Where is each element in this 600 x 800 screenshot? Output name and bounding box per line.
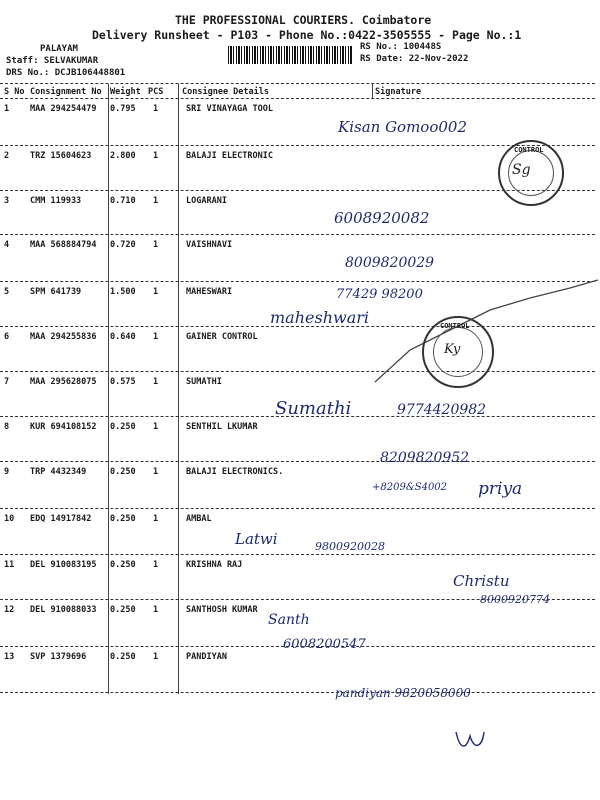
row-consignee: VAISHNAVI <box>186 240 233 250</box>
row-weight: 0.250 <box>110 422 136 432</box>
row-weight: 0.250 <box>110 652 136 662</box>
row-consignee: SANTHOSH KUMAR <box>186 605 258 615</box>
row-pcs: 1 <box>153 422 159 432</box>
row-consignee: SENTHIL LKUMAR <box>186 422 258 432</box>
header-bottom-rule <box>0 98 595 99</box>
signature-8: 8209820952 <box>380 450 470 466</box>
row-weight: 2.800 <box>110 151 136 161</box>
signature-7-phone: 9774420982 <box>397 402 487 418</box>
rs-date: RS Date: 22-Nov-2022 <box>360 54 469 64</box>
row-weight: 0.250 <box>110 605 136 615</box>
signature-10: Latwi <box>235 530 278 548</box>
stamp-2-text: CONTROL <box>440 322 470 330</box>
stamp-1-text: CONTROL <box>514 146 544 154</box>
row-weight: 0.720 <box>110 240 136 250</box>
row-pcs: 1 <box>153 196 159 206</box>
row-pcs: 1 <box>153 287 159 297</box>
row-consignment-no: CMM 119933 <box>30 196 82 206</box>
row-consignee: BALAJI ELECTRONIC <box>186 151 273 161</box>
row-sno: 4 <box>4 240 10 250</box>
col-consignee: Consignee Details <box>182 87 269 97</box>
row-consignment-no: MAA 568884794 <box>30 240 97 250</box>
row-weight: 0.250 <box>110 560 136 570</box>
row-pcs: 1 <box>153 605 159 615</box>
row-consignment-no: SVP 1379696 <box>30 652 87 662</box>
row-sno: 1 <box>4 104 10 114</box>
row-divider <box>0 461 595 462</box>
row-pcs: 1 <box>153 652 159 662</box>
row-sno: 2 <box>4 151 10 161</box>
col-separator-signature <box>372 84 373 98</box>
row-consignee: KRISHNA RAJ <box>186 560 243 570</box>
col-sno: S No <box>4 87 25 97</box>
row-consignee: LOGARANI <box>186 196 227 206</box>
row-sno: 3 <box>4 196 10 206</box>
row-sno: 6 <box>4 332 10 342</box>
signature-10-phone: 9800920028 <box>315 540 385 553</box>
row-sno: 10 <box>4 514 15 524</box>
row-pcs: 1 <box>153 151 159 161</box>
signature-13: pandiyan 9820058000 <box>335 686 471 700</box>
col-pcs: PCS <box>148 87 164 97</box>
signature-7: Sumathi <box>275 398 352 419</box>
company-title: THE PROFESSIONAL COURIERS. Coimbatore <box>175 13 432 27</box>
runsheet-title: Delivery Runsheet - P103 - Phone No.:0422-3505555 - Page No.:1 <box>92 28 522 42</box>
col-weight: Weight <box>110 87 141 97</box>
row-consignee: PANDIYAN <box>186 652 227 662</box>
signature-11: Christu <box>453 572 510 590</box>
row-consignee: MAHESWARI <box>186 287 233 297</box>
row-divider <box>0 145 595 146</box>
col-signature: Signature <box>375 87 422 97</box>
staff-label: Staff: SELVAKUMAR <box>6 56 99 66</box>
row-weight: 1.500 <box>110 287 136 297</box>
courier-stamp-2: CONTROL Ky <box>422 316 494 388</box>
signature-12: Santh <box>268 612 310 628</box>
row-divider <box>0 508 595 509</box>
row-consignment-no: TRP 4432349 <box>30 467 87 477</box>
row-consignment-no: DEL 910088033 <box>30 605 97 615</box>
row-weight: 0.250 <box>110 467 136 477</box>
signature-1: Kisan Gomoo002 <box>338 118 468 136</box>
row-weight: 0.795 <box>110 104 136 114</box>
col-separator-weight <box>108 84 109 694</box>
row-pcs: 1 <box>153 240 159 250</box>
row-sno: 11 <box>4 560 15 570</box>
signature-11-phone: 8000920774 <box>480 593 550 606</box>
courier-stamp-1: CONTROL Sg <box>498 140 564 206</box>
row-sno: 9 <box>4 467 10 477</box>
row-consignee: SUMATHI <box>186 377 222 387</box>
signature-5: maheshwari <box>270 308 369 327</box>
row-pcs: 1 <box>153 104 159 114</box>
signature-9-phone: +8209&S4002 <box>372 482 448 493</box>
row-consignment-no: TRZ 15604623 <box>30 151 92 161</box>
row-consignment-no: MAA 294255836 <box>30 332 97 342</box>
row-consignment-no: MAA 294254479 <box>30 104 97 114</box>
row-consignee: AMBAL <box>186 514 212 524</box>
row-consignee: BALAJI ELECTRONICS. <box>186 467 284 477</box>
row-consignment-no: KUR 694108152 <box>30 422 97 432</box>
row-sno: 7 <box>4 377 10 387</box>
row-weight: 0.575 <box>110 377 136 387</box>
header-top-rule <box>0 83 595 84</box>
row-consignee: SRI VINAYAGA TOOL <box>186 104 273 114</box>
row-pcs: 1 <box>153 560 159 570</box>
col-consignment: Consignment No <box>30 87 102 97</box>
row-weight: 0.710 <box>110 196 136 206</box>
doodle-mark <box>452 726 488 754</box>
signature-4: 8009820029 <box>345 255 435 271</box>
row-consignment-no: EDQ 14917842 <box>30 514 92 524</box>
row-pcs: 1 <box>153 377 159 387</box>
row-divider <box>0 692 595 693</box>
row-weight: 0.250 <box>110 514 136 524</box>
drs-number: DRS No.: DCJB106448801 <box>6 68 126 78</box>
row-consignee: GAINER CONTROL <box>186 332 258 342</box>
col-separator-consignee <box>178 84 179 694</box>
row-divider <box>0 554 595 555</box>
row-pcs: 1 <box>153 467 159 477</box>
signature-12-phone: 6008200547 <box>283 637 366 652</box>
row-consignment-no: SPM 641739 <box>30 287 82 297</box>
row-sno: 13 <box>4 652 15 662</box>
signature-3: 6008920082 <box>334 209 430 227</box>
row-consignment-no: DEL 910083195 <box>30 560 97 570</box>
row-consignment-no: MAA 295628075 <box>30 377 97 387</box>
signature-9: priya <box>478 479 523 499</box>
row-pcs: 1 <box>153 514 159 524</box>
rs-number: RS No.: 100448S <box>360 42 442 52</box>
row-sno: 5 <box>4 287 10 297</box>
row-divider <box>0 234 595 235</box>
row-weight: 0.640 <box>110 332 136 342</box>
branch-label: PALAYAM <box>40 44 78 54</box>
row-sno: 8 <box>4 422 10 432</box>
row-pcs: 1 <box>153 332 159 342</box>
signature-5-phone: 77429 98200 <box>336 287 423 302</box>
barcode <box>228 46 352 64</box>
row-sno: 12 <box>4 605 15 615</box>
